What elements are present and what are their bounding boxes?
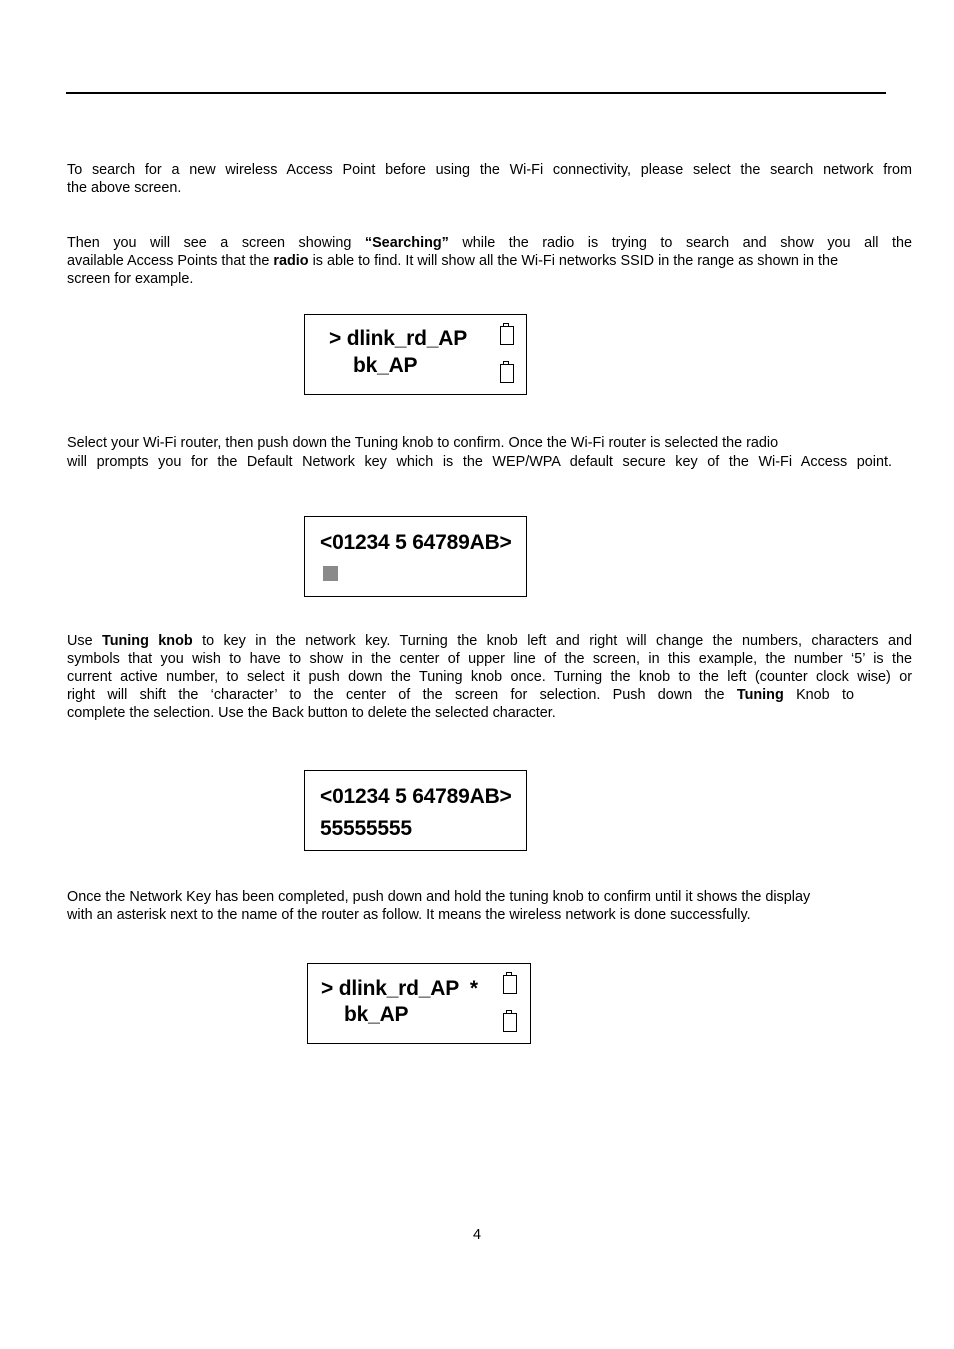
paragraph-searching — [67, 234, 912, 288]
text-line: Select your Wi-Fi router, then push down the Tuning knob to confirm. Once the Wi-Fi router is selected the radio — [67, 435, 779, 451]
text-line: screen for example. — [67, 271, 194, 287]
lcd-line-connected-ap: > dlink_rd_AP * — [321, 977, 478, 1000]
text-line: symbols that you wish to have to show in the center of upper line of the screen, in this example, the number ‘5’ is the — [67, 651, 912, 667]
header-rule — [66, 92, 886, 94]
lcd-screen-key-entry — [304, 516, 527, 597]
paragraph-search-intro — [67, 161, 912, 197]
text-line: complete the selection. Use the Back button to delete the selected character. — [67, 705, 556, 721]
wifi-signal-icon — [503, 1010, 517, 1032]
paragraph-select-router — [67, 434, 912, 472]
tuning-knob-emphasis: Tuning knob — [102, 633, 193, 649]
text-line: Then you will see a screen showing “Searching” while the radio is trying to search and show you all the — [67, 235, 913, 251]
wifi-signal-icon — [500, 323, 514, 345]
lcd-screen-connected — [307, 963, 531, 1044]
lcd-line-key-chars: <01234 5 64789AB> — [320, 785, 512, 808]
text-line: current active number, to select it push down the Tuning knob once. Turning the knob to the left (counter clock wise) or — [67, 669, 912, 685]
searching-emphasis: “Searching” — [364, 235, 449, 251]
lcd-line-entered-key: 55555555 — [320, 817, 412, 840]
text-line: with an asterisk next to the name of the router as follow. It means the wireless network is done successfully. — [67, 907, 751, 923]
paragraph-tuning-knob — [67, 632, 912, 722]
tuning-emphasis: Tuning — [736, 687, 784, 703]
text-line: available Access Points that the radio is able to find. It will show all the Wi-Fi networks SSID in the range as shown in the — [67, 253, 839, 269]
paragraph-confirm — [67, 888, 912, 924]
wifi-signal-icon — [500, 361, 514, 383]
lcd-line-key-chars: <01234 5 64789AB> — [320, 531, 512, 554]
page-number: 4 — [472, 1227, 481, 1243]
input-cursor-block — [323, 566, 338, 581]
radio-emphasis: radio — [273, 253, 309, 269]
lcd-line-ap: bk_AP — [353, 354, 418, 377]
wifi-signal-icon — [503, 972, 517, 994]
text-line: will prompts you for the Default Network key which is the WEP/WPA default secure key of the Wi-Fi Access point. — [67, 454, 892, 470]
lcd-line-ap: bk_AP — [344, 1003, 409, 1026]
text-line: right will shift the ‘character’ to the center of the screen for selection. Push down the Tuning Knob to — [67, 687, 854, 703]
text-line: Use Tuning knob to key in the network key. Turning the knob left and right will change the numbers, characters and — [67, 633, 912, 649]
text-line: the above screen. — [67, 180, 182, 196]
lcd-line-selected-ap: > dlink_rd_AP — [329, 327, 468, 350]
lcd-screen-key-result — [304, 770, 527, 851]
text-line: To search for a new wireless Access Point before using the Wi-Fi connectivity, please select the search network from — [67, 162, 912, 178]
text-line: Once the Network Key has been completed, push down and hold the tuning knob to confirm until it shows the display — [67, 889, 811, 905]
lcd-screen-ap-list — [304, 314, 527, 395]
